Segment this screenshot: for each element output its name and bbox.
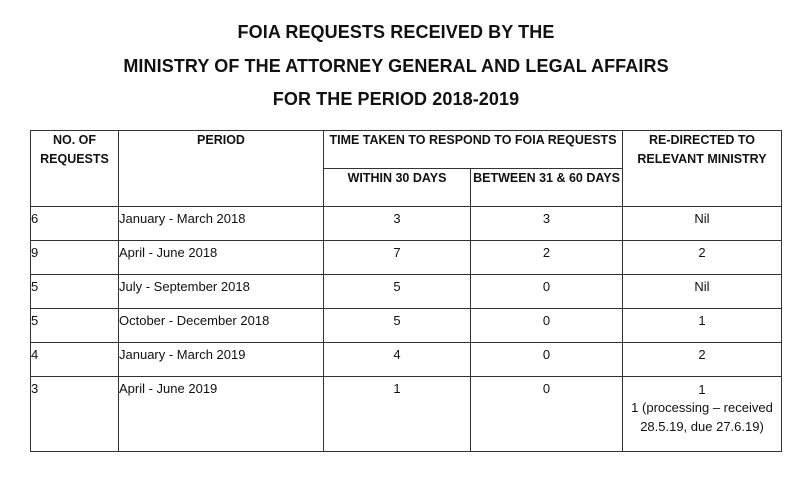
cell-no-of-requests: 5: [31, 309, 119, 343]
redirected-count: 1: [698, 382, 706, 397]
header-within-30-days: WITHIN 30 DAYS: [324, 169, 471, 207]
table-row: [31, 309, 782, 343]
cell-between-31-60: 3: [471, 207, 623, 241]
cell-within-30: 4: [324, 343, 471, 377]
cell-redirected: Nil: [623, 207, 782, 241]
redirected-processing-note: 1 (processing – received 28.5.19, due 27.6.19): [631, 400, 773, 434]
cell-between-31-60: 2: [471, 241, 623, 275]
header-no-of-requests: NO. OF REQUESTS: [31, 131, 119, 207]
cell-between-31-60: 0: [471, 377, 623, 452]
cell-redirected: 2: [623, 241, 782, 275]
cell-between-31-60: 0: [471, 343, 623, 377]
cell-period: October - December 2018: [119, 309, 324, 343]
cell-period: April - June 2019: [119, 377, 324, 452]
header-period: PERIOD: [119, 131, 324, 207]
cell-redirected: 1: [623, 309, 782, 343]
header-time-taken: TIME TAKEN TO RESPOND TO FOIA REQUESTS: [324, 131, 623, 169]
cell-period: April - June 2018: [119, 241, 324, 275]
cell-no-of-requests: 6: [31, 207, 119, 241]
cell-redirected: Nil: [623, 275, 782, 309]
cell-within-30: 1: [324, 377, 471, 452]
cell-no-of-requests: 3: [31, 377, 119, 452]
cell-between-31-60: 0: [471, 275, 623, 309]
table-row: [31, 377, 782, 452]
title-line-2: MINISTRY OF THE ATTORNEY GENERAL AND LEGAL AFFAIRS: [123, 56, 669, 76]
table-row: [31, 207, 782, 241]
cell-within-30: 3: [324, 207, 471, 241]
title-line-3: FOR THE PERIOD 2018-2019: [272, 89, 520, 109]
cell-no-of-requests: 4: [31, 343, 119, 377]
title-line-1: FOIA REQUESTS RECEIVED BY THE: [237, 22, 555, 42]
cell-period: January - March 2018: [119, 207, 324, 241]
table-row: [31, 275, 782, 309]
header-redirected: RE-DIRECTED TO RELEVANT MINISTRY: [623, 131, 782, 207]
cell-redirected: 2: [623, 343, 782, 377]
cell-within-30: 7: [324, 241, 471, 275]
header-between-31-60-days: BETWEEN 31 & 60 DAYS: [471, 169, 623, 207]
cell-within-30: 5: [324, 309, 471, 343]
cell-between-31-60: 0: [471, 309, 623, 343]
cell-no-of-requests: 9: [31, 241, 119, 275]
table-row: [31, 241, 782, 275]
cell-period: July - September 2018: [119, 275, 324, 309]
foia-requests-table: [30, 130, 782, 452]
cell-within-30: 5: [324, 275, 471, 309]
cell-period: January - March 2019: [119, 343, 324, 377]
cell-no-of-requests: 5: [31, 275, 119, 309]
cell-redirected: [623, 377, 782, 452]
table-row: [31, 343, 782, 377]
